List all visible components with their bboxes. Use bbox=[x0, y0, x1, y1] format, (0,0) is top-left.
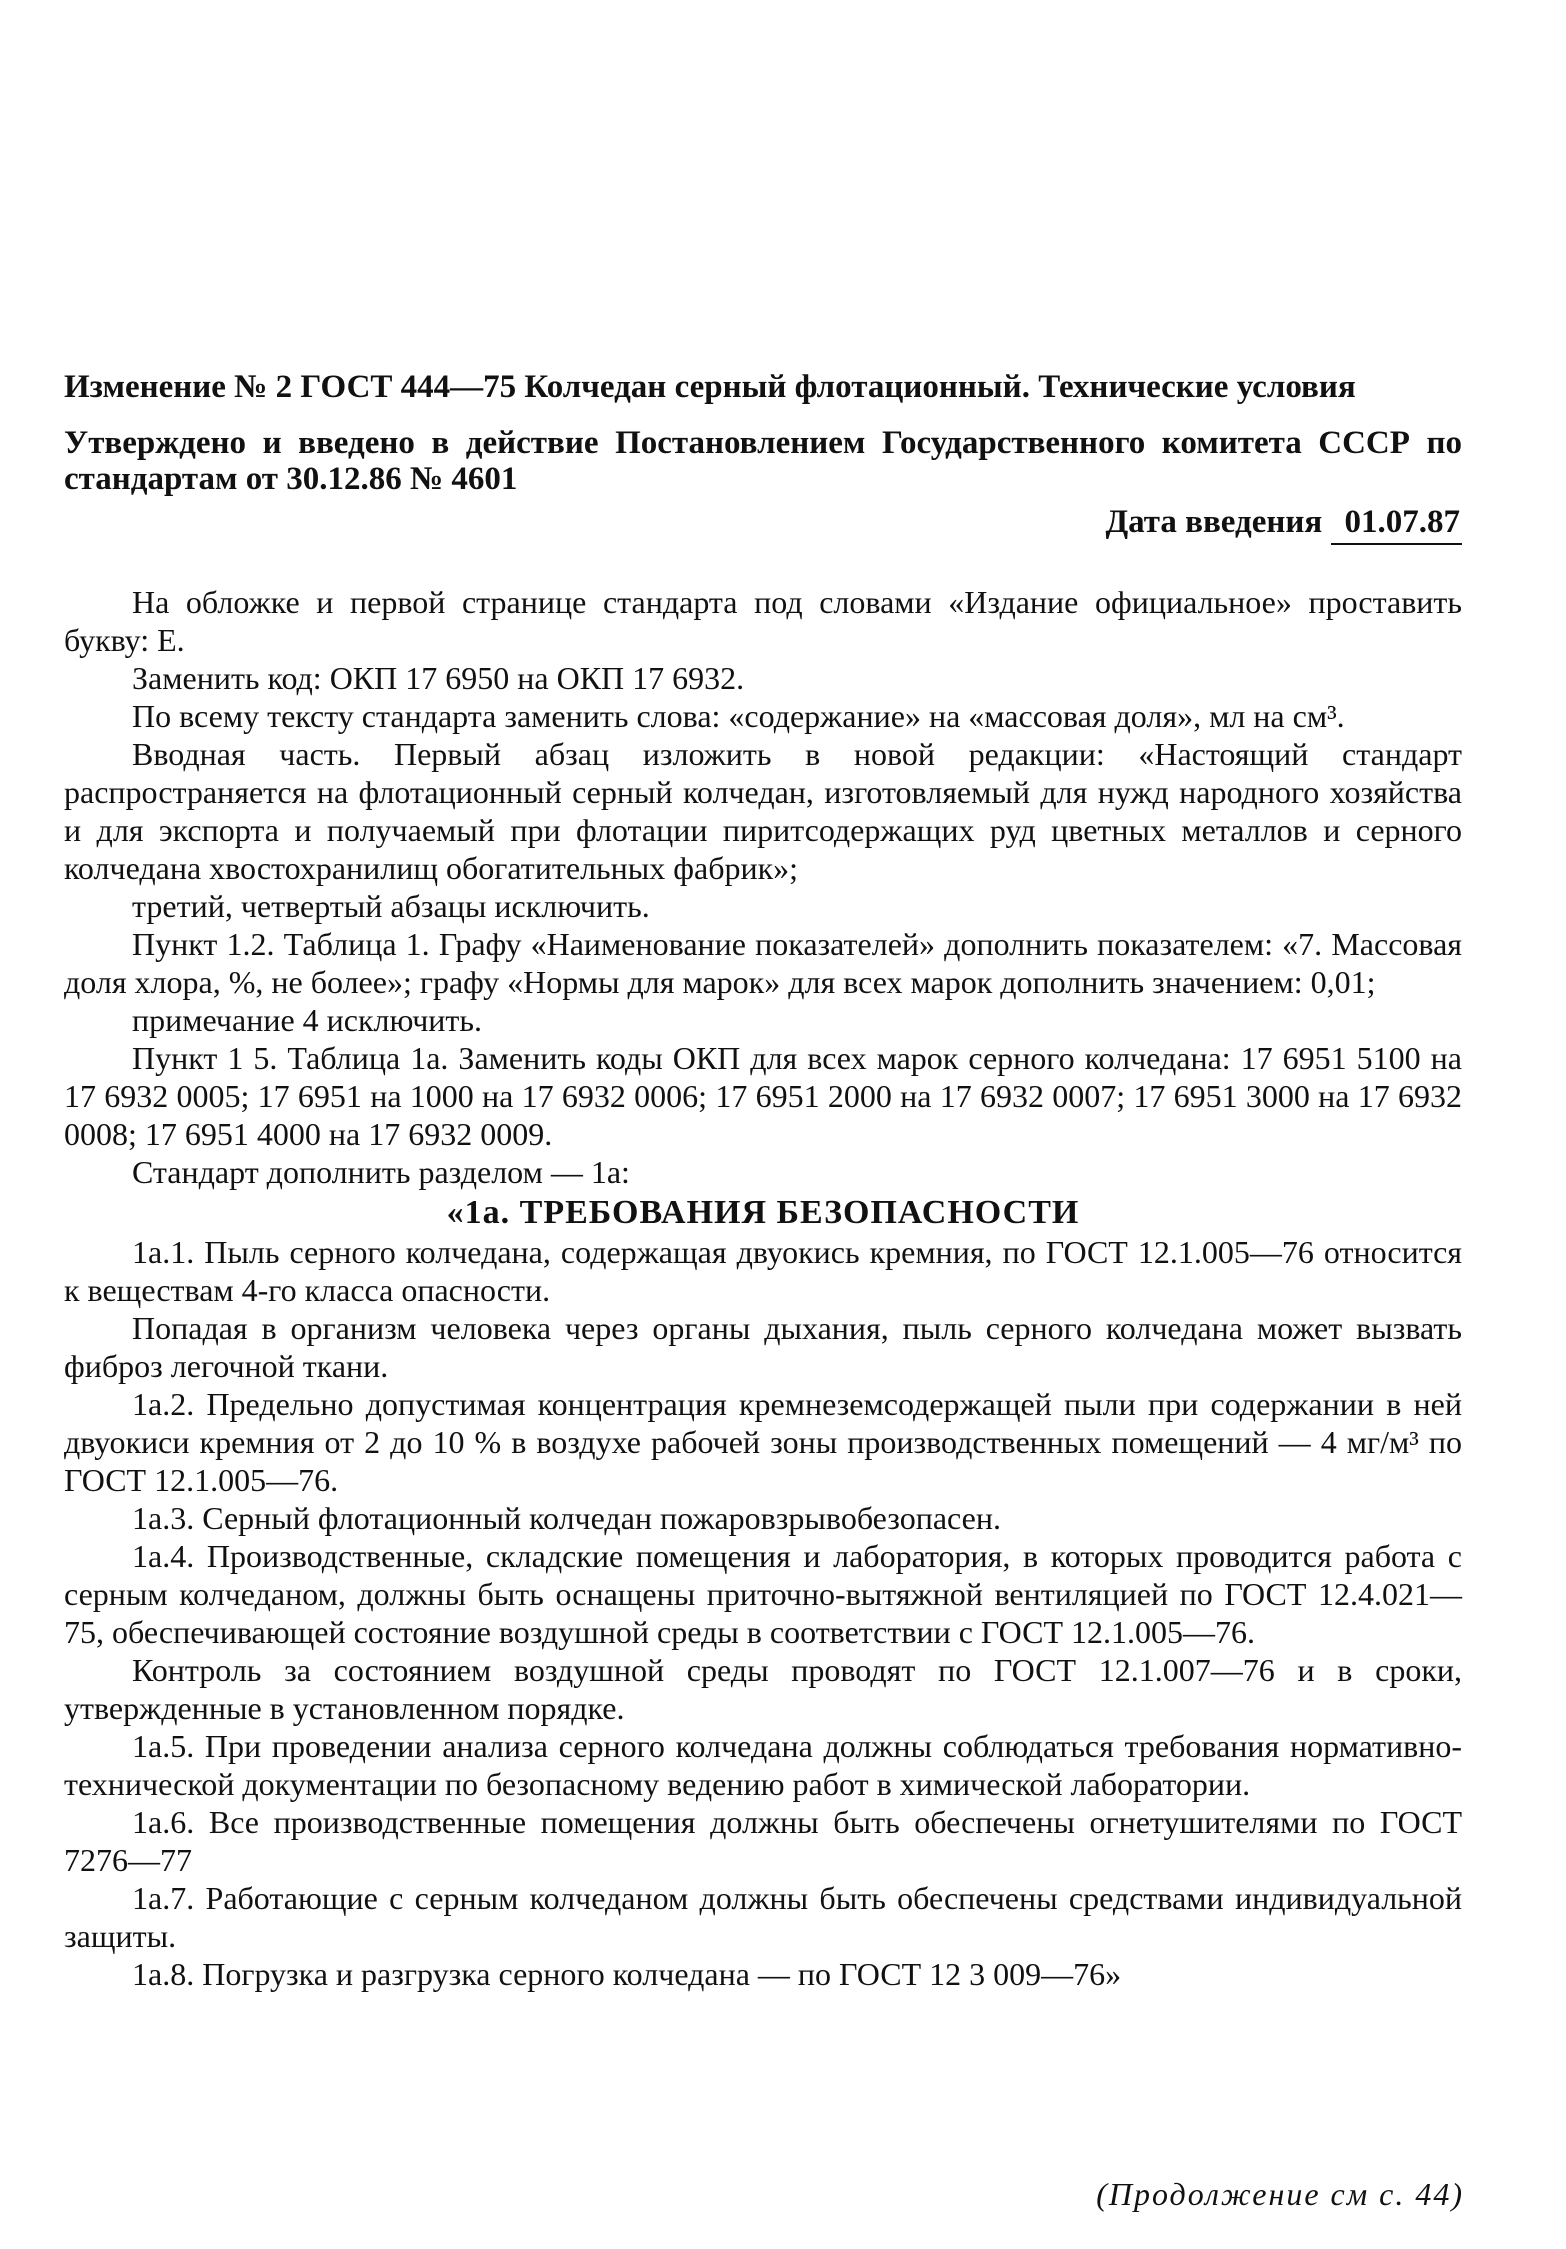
paragraph: По всему тексту стандарта заменить слова: «содержание» на «массовая доля», мл на см³. bbox=[132, 698, 1345, 734]
document-body bbox=[64, 368, 1462, 1993]
section-paragraph: 1а.7. Работающие с серным колчеданом должны быть обеспечены средствами индивидуальной защиты. bbox=[64, 1880, 1462, 1954]
section-paragraph: 1а.3. Серный флотационный колчедан пожаровзрывобезопасен. bbox=[132, 1500, 1001, 1536]
paragraph: Пункт 1 5. Таблица 1а. Заменить коды ОКП для всех марок серного колчедана: 17 6951 5100 на 17 6932 0005; 17 6951 на 1000 на 17 6932 0006; 17 6951 2000 на 17 6932 0007; 17 6951 3000 на 17 6932 0008; 17 6951 4000 на 17 6932 0009. bbox=[64, 1040, 1462, 1152]
paragraph: Вводная часть. Первый абзац изложить в новой редакции: «Настоящий стандарт распространяется на флотационный серный колчедан, изготовляемый для нужд народного хозяйства и для экспорта и получаемый при флотации пиритсодержащих руд цветных металлов и серного колчедана хвостохранилищ обогатительных фабрик»; bbox=[64, 736, 1462, 886]
section-paragraph: 1а.5. При проведении анализа серного колчедана должны соблюдаться требования нормативно-технической документации по безопасному ведению работ в химической лаборатории. bbox=[64, 1728, 1462, 1802]
section-paragraph: Попадая в организм человека через органы дыхания, пыль серного колчедана может вызвать фиброз легочной ткани. bbox=[64, 1310, 1462, 1384]
section-paragraph: 1а.4. Производственные, складские помещения и лаборатория, в которых проводится работа с серным колчеданом, должны быть оснащены приточно-вытяжной вентиляцией по ГОСТ 12.4.021—75, обеспечивающей состояние воздушной среды в соответствии с ГОСТ 12.1.005—76. bbox=[64, 1538, 1462, 1650]
section-heading: «1а. ТРЕБОВАНИЯ БЕЗОПАСНОСТИ bbox=[446, 1194, 1080, 1231]
paragraph: Пункт 1.2. Таблица 1. Графу «Наименование показателей» дополнить показателем: «7. Массовая доля хлора, %, не более»; графу «Нормы для марок» для всех марок дополнить значением: 0,01; bbox=[64, 926, 1462, 1000]
date-label: Дата введения bbox=[1105, 504, 1323, 540]
paragraph: третий, четвертый абзацы исключить. bbox=[132, 888, 650, 924]
paragraph: На обложке и первой странице стандарта под словами «Издание официальное» проставить букву: Е. bbox=[64, 584, 1462, 658]
effective-date bbox=[64, 503, 1462, 545]
section-paragraph: 1а.6. Все производственные помещения должны быть обеспечены огнетушителями по ГОСТ 7276—77 bbox=[64, 1804, 1462, 1878]
paragraph: примечание 4 исключить. bbox=[132, 1002, 482, 1038]
section-paragraph: 1а.2. Предельно допустимая концентрация кремнеземсодержащей пыли при содержании в ней двуокиси кремния от 2 до 10 % в воздухе рабочей зоны производственных помещений — 4 мг/м³ по ГОСТ 12.1.005—76. bbox=[64, 1386, 1462, 1498]
document-title: Изменение № 2 ГОСТ 444—75 Колчедан серный флотационный. Технические условия bbox=[64, 369, 1356, 405]
continuation-note: (Продолжение см с. 44) bbox=[1096, 2176, 1464, 2212]
paragraph: Стандарт дополнить разделом — 1а: bbox=[132, 1154, 630, 1190]
date-value: 01.07.87 bbox=[1331, 503, 1463, 545]
section-paragraph: 1а.1. Пыль серного колчедана, содержащая двуокись кремния, по ГОСТ 12.1.005—76 относится к веществам 4-го класса опасности. bbox=[64, 1234, 1462, 1308]
section-paragraph: Контроль за состоянием воздушной среды проводят по ГОСТ 12.1.007—76 и в сроки, утвержденные в установленном порядке. bbox=[64, 1652, 1462, 1726]
paragraph: Заменить код: ОКП 17 6950 на ОКП 17 6932. bbox=[132, 660, 745, 696]
section-paragraph: 1а.8. Погрузка и разгрузка серного колчедана — по ГОСТ 12 3 009—76» bbox=[132, 1956, 1122, 1992]
approval-statement: Утверждено и введено в действие Постановлением Государственного комитета СССР по стандартам от 30.12.86 № 4601 bbox=[64, 425, 1462, 497]
